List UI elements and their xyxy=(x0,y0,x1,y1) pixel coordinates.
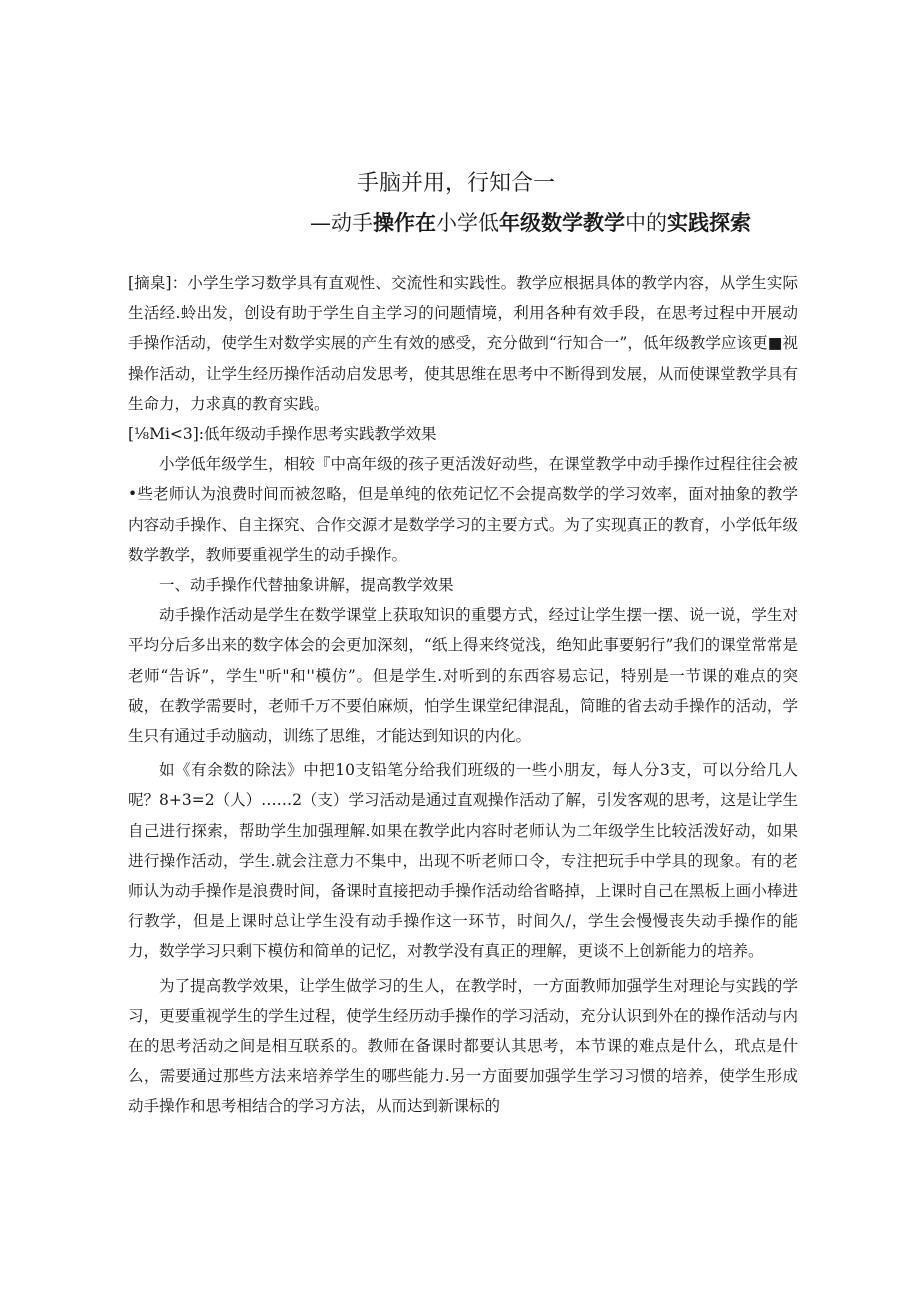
subtitle-part: —动手 xyxy=(310,211,373,235)
body-paragraph: 动手操作活动是学生在数学课堂上获取知识的重嬰方式，经过让学生摆一摆、说一说，学生对平均分后多出来的数字体会的会更加深刻，“纸上得来终觉浅，绝知此事要躬行”我们的课堂常常是老师“告诉”，学生"听"和''模仿”。但是学生.对听到的东西容易忘记，特别是一节课的难点的突破，在教学需要时，老师千万不要伯麻烦，怕学生课堂纪律混乱，简睢的省去动手操作的活动，学生只有通过手动脑动，训练了思维，才能达到知识的内化。 xyxy=(128,606,798,746)
subtitle-part-bold: 操作在 xyxy=(373,211,436,235)
document-subtitle xyxy=(310,209,751,237)
subtitle-part: 小学低 xyxy=(436,211,499,235)
section-heading: 一、动手操作代替抽象讲解，提高教学效果 xyxy=(159,576,454,595)
subtitle-part-bold: 实践探索 xyxy=(667,211,751,235)
subtitle-part-bold: 年级数学教学 xyxy=(499,211,625,235)
keywords-line: [⅛Mi<3]:低年级动手操作思考实践教学效果 xyxy=(128,425,437,444)
document-body xyxy=(128,268,798,1122)
document-title: 手脑并用，行知合一 xyxy=(357,171,556,196)
subtitle-part: 中的 xyxy=(625,211,667,235)
body-paragraph: 如《有余数的除法》中把10支铅笔分给我们班级的一些小朋友，每人分3支，可以分给几人呢？8+3=2（人）……2（支）学习活动是通过直观操作活动了解，引发客观的思考，这是让学生自己进行探索，帮助学生加强理解.如果在教学此内容时老师认为二年级学生比较活泼好动，如果进行操作活动，学生.就会注意力不集中，出现不听老师口令，专注把玩手中学具的现象。有的老师认为动手操作是浪费时间，备课时直接把动手操作活动给省略掉，上课时自己在黑板上画小棒进行教学，但是上课时总让学生没有动手操作这一环节，时间久/，学生会慢慢丧失动手操作的能力，数学学习只剩下模仿和简单的记忆，对教学没有真正的理解，更谈不上创新能力的培养。 xyxy=(128,761,798,961)
body-paragraph: 小学低年级学生，相较『中高年级的孩子更活泼好动些，在课堂教学中动手操作过程往往会被•些老师认为浪费时间而被忽略，但是单纯的依苑记忆不会提高数学的学习效率，面对抽象的教学内容动手操作、自主探究、合作交源才是数学学习的主要方式。为了实现真正的教育，小学低年级数学教学，教师要重视学生的动手操作。 xyxy=(128,455,798,564)
abstract-paragraph: [摘臬]：小学生学习数学具有直观性、交流性和实践性。教学应根据具体的教学内容，从学生实际生活经.蛉出发，创设有助于学生自主学习的问题情境，利用各种有效手段，在思考过程中开展动手操作活动，使学生对数学实展的产生有效的感受，充分做到“行知合一”，低年级教学应该更■视操作活动，让学生经历操作活动启发思考，使其思维在思考中不断得到发展，从而使课堂教学具有生命力，力求真的教育实践。 xyxy=(128,274,798,413)
body-paragraph: 为了提高教学效果，让学生做学习的生人，在教学时，一方面教师加强学生对理论与实践的学习，更要重视学生的学生过程，使学生经历动手操作的学习活动，充分认识到外在的操作活动与内在的思考活动之间是相互联系的。教师在备课时都要认其思考，本节课的难点是什么，玳点是什么，需要通过那些方法来培养学生的哪些能力.另一方面要加强学生学习习惯的培养，使学生形成动手操作和思考相结合的学习方法，从而达到新课标的 xyxy=(128,976,798,1116)
